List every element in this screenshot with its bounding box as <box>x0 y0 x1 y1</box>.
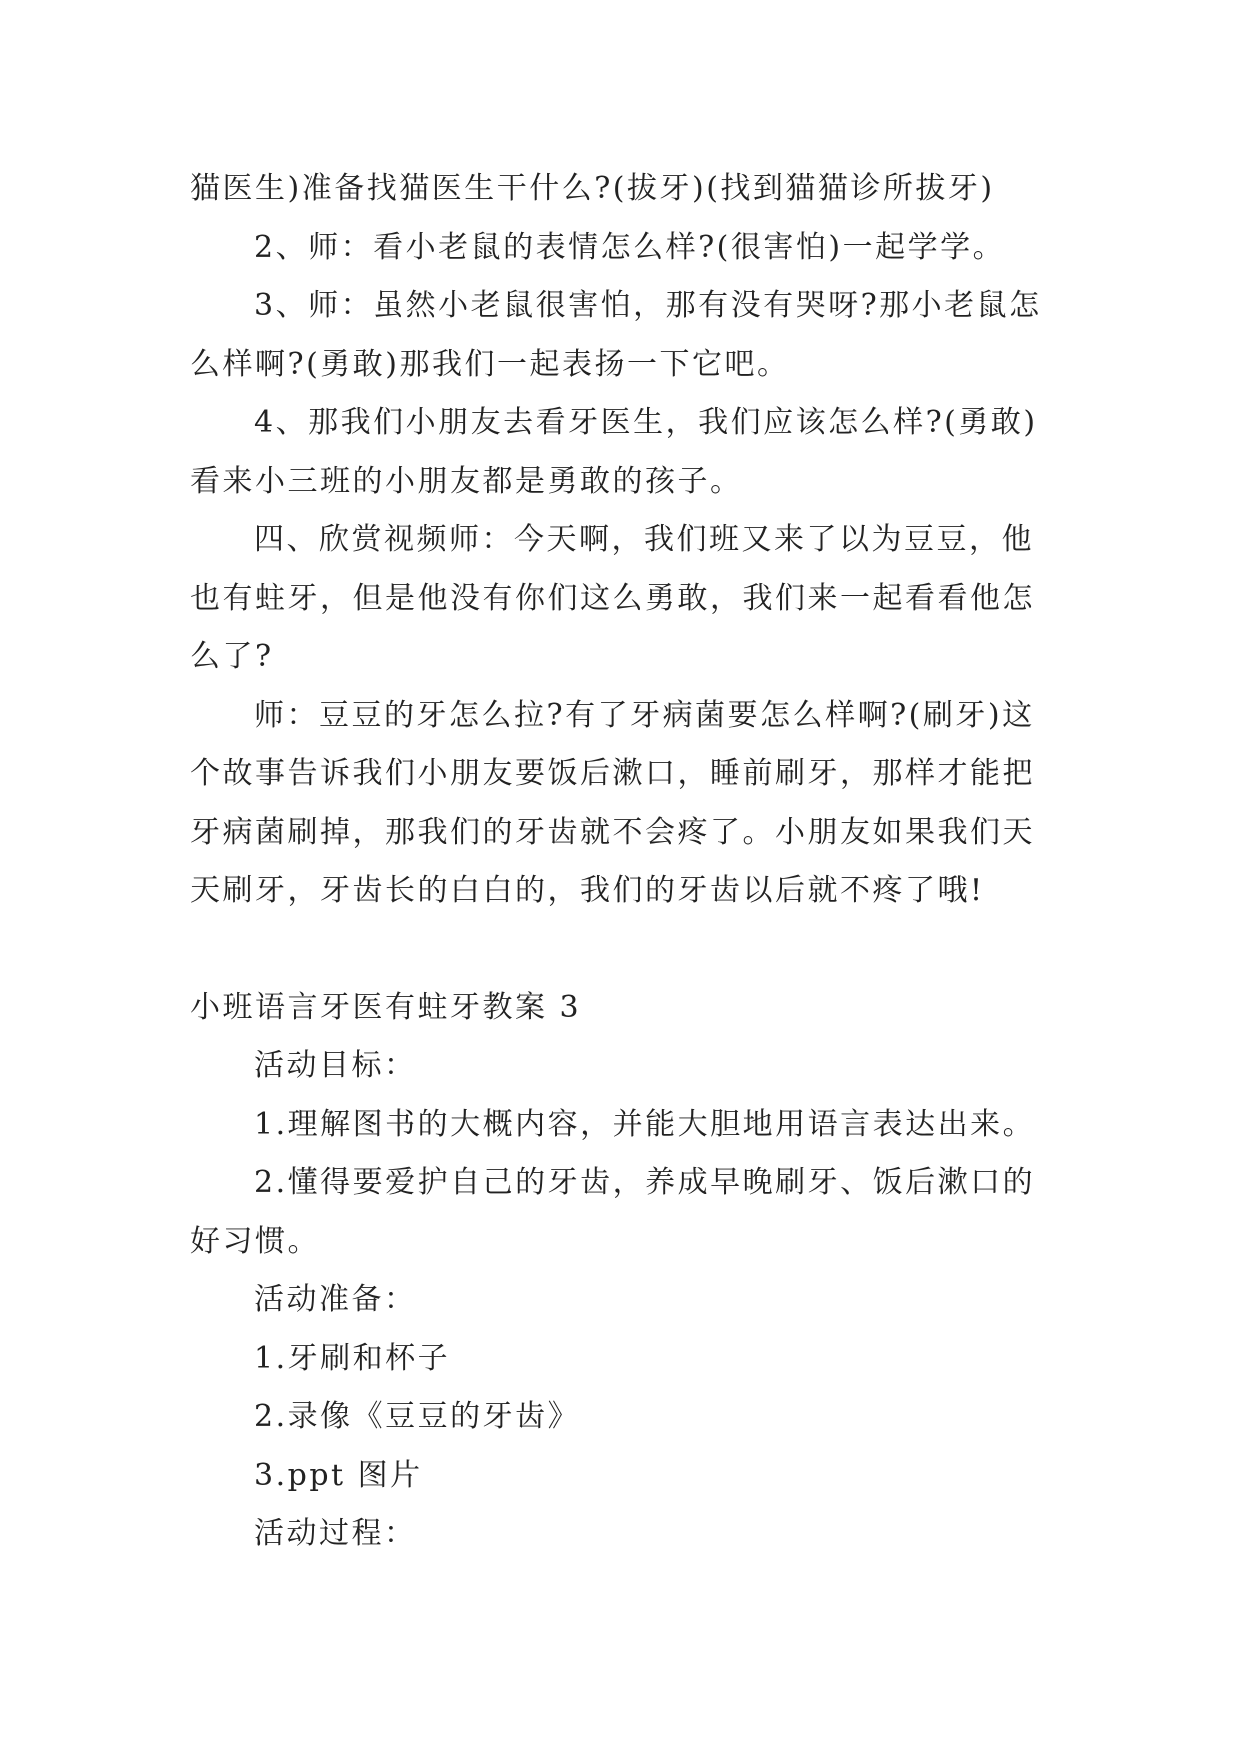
paragraph-teacher: 师：豆豆的牙怎么拉?有了牙病菌要怎么样啊?(刷牙)这个故事告诉我们小朋友要饭后漱口，睡前刷牙，那样才能把牙病菌刷掉，那我们的牙齿就不会疼了。小朋友如果我们天天刷牙，牙齿长的白白的，我们的牙齿以后就不疼了哦! <box>190 697 1035 908</box>
paragraph-step-4: 4、那我们小朋友去看牙医生，我们应该怎么样?(勇敢)看来小三班的小朋友都是勇敢的孩子。 <box>190 405 1038 499</box>
lesson-title: 小班语言牙医有蛀牙教案 3 <box>190 989 582 1025</box>
process-heading: 活动过程： <box>254 1516 417 1551</box>
goals-heading: 活动目标： <box>254 1048 417 1083</box>
paragraph-section-4: 四、欣赏视频师：今天啊，我们班又来了以为豆豆，他也有蛀牙，但是他没有你们这么勇敢，我们来一起看看他怎么了? <box>190 522 1035 674</box>
document-body <box>190 160 1065 1564</box>
section-spacer <box>190 921 1065 979</box>
prep-item-2: 2.录像《豆豆的牙齿》 <box>254 1399 581 1434</box>
paragraph-intro-tail: 猫医生)准备找猫医生干什么?(拔牙)(找到猫猫诊所拔牙) <box>190 171 995 206</box>
prep-item-1: 1.牙刷和杯子 <box>254 1340 451 1376</box>
paragraph-step-3: 3、师：虽然小老鼠很害怕，那有没有哭呀?那小老鼠怎么样啊?(勇敢)那我们一起表扬一下它吧。 <box>190 288 1042 382</box>
prep-item-3: 3.ppt 图片 <box>254 1457 423 1493</box>
goal-item-2: 2.懂得要爱护自己的牙齿，养成早晚刷牙、饭后漱口的好习惯。 <box>190 1165 1036 1259</box>
prep-heading: 活动准备： <box>254 1282 417 1317</box>
paragraph-step-2: 2、师：看小老鼠的表情怎么样?(很害怕)一起学学。 <box>254 229 1006 265</box>
goal-item-1: 1.理解图书的大概内容，并能大胆地用语言表达出来。 <box>254 1106 1036 1142</box>
